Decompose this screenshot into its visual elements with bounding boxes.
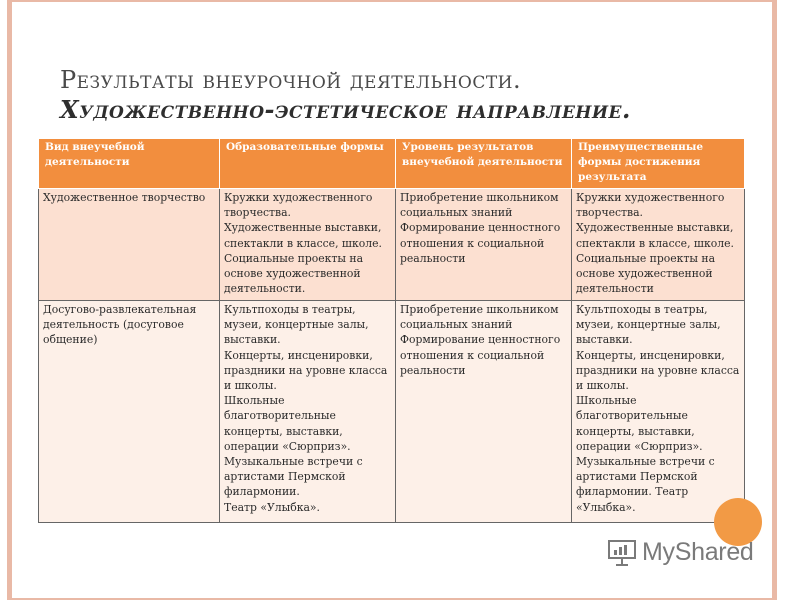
table-cell <box>39 189 220 301</box>
slide-frame-left <box>7 0 12 600</box>
cell-text: Кружки художественного творчества. <box>576 191 725 220</box>
header-result-level: Уровень результатов внеучебной деятельности <box>396 139 572 189</box>
table-header-row <box>39 139 745 189</box>
cell-text: Приобретение школьником социальных знаний <box>400 303 559 332</box>
slide-title-line2: Художественно-эстетическое направление. <box>60 95 631 124</box>
cell-text: Формирование ценностного отношения к социальной реальности <box>400 221 561 265</box>
cell-text: Досугово-развлекательная деятельность (досуговое общение) <box>43 303 197 347</box>
results-table <box>38 138 745 523</box>
cell-text: Театр «Улыбка». <box>224 500 320 514</box>
cell-text: Концерты, инсценировки, праздники на уровне класса и школы. <box>576 348 740 393</box>
cell-text: Концерты, инсценировки, праздники на уровне класса и школы. <box>224 348 388 393</box>
watermark-text: MyShared <box>642 537 754 566</box>
cell-text: Школьные благотворительные концерты, выставки, операции «Сюрприз». <box>224 394 351 453</box>
presentation-board-icon <box>607 537 637 567</box>
cell-text: Художественные выставки, спектакли в классе, школе. <box>224 221 382 250</box>
header-educational-forms: Образовательные формы <box>220 139 396 189</box>
table-cell <box>220 189 396 301</box>
slide-frame-top <box>7 0 777 2</box>
cell-text: Формирование ценностного отношения к социальной реальности <box>400 333 561 377</box>
cell-text: Социальные проекты на основе художественной деятельности <box>576 251 716 296</box>
myshared-watermark <box>607 535 754 569</box>
cell-text: Приобретение школьником социальных знаний <box>400 191 559 220</box>
table-cell <box>572 189 745 301</box>
cell-text: Школьные благотворительные концерты, выставки, операции «Сюрприз». <box>576 394 703 453</box>
cell-text: Художественное творчество <box>43 191 206 204</box>
table-cell <box>396 189 572 301</box>
cell-text: Культпоходы в театры, музеи, концертные залы, выставки. <box>224 303 369 347</box>
cell-text: Художественные выставки, спектакли в классе, школе. <box>576 221 734 250</box>
table-row <box>39 301 745 523</box>
cell-text: Культпоходы в театры, музеи, концертные залы, выставки. <box>576 303 721 347</box>
table-row <box>39 189 745 301</box>
slide-frame-right <box>772 0 777 600</box>
cell-text: Социальные проекты на основе художественной деятельности. <box>224 251 364 296</box>
table-cell <box>396 301 572 523</box>
table-cell <box>572 301 745 523</box>
table-cell <box>39 301 220 523</box>
header-activity-type: Вид внеучебной деятельности <box>39 139 220 189</box>
slide-title-line1: Результаты внеурочной деятельности. <box>60 66 522 94</box>
cell-text: Музыкальные встречи с артистами Пермской филармонии. <box>224 455 363 499</box>
cell-text: Музыкальные встречи с артистами Пермской филармонии. Театр «Улыбка». <box>576 455 715 514</box>
header-achievement-forms: Преимущественные формы достижения результата <box>572 139 745 189</box>
table-cell <box>220 301 396 523</box>
cell-text: Кружки художественного творчества. <box>224 191 373 220</box>
